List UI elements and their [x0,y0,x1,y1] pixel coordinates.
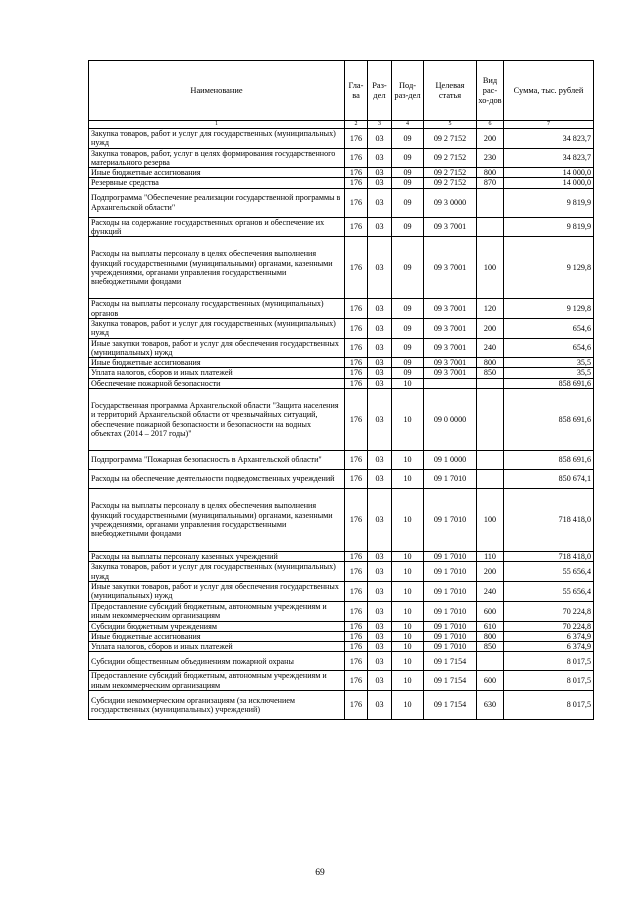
row-name: Закупка товаров, работ и услуг для государственных (муниципальных) нужд [89,318,345,338]
row-target: 09 1 7010 [424,489,477,552]
row-target: 09 1 7154 [424,691,477,720]
row-vid: 200 [477,562,504,582]
row-razdel: 03 [368,148,392,168]
row-glava: 176 [345,631,368,641]
row-razdel: 03 [368,621,392,631]
row-podrazdel: 09 [392,168,424,178]
row-sum: 9 819,9 [504,217,594,237]
column-number: 5 [424,121,477,129]
table-row [89,148,594,168]
row-razdel: 03 [368,168,392,178]
table-row [89,562,594,582]
row-sum: 14 000,0 [504,168,594,178]
row-vid: 800 [477,168,504,178]
table-row [89,318,594,338]
row-target: 09 3 7001 [424,217,477,237]
row-razdel: 03 [368,358,392,368]
row-vid [477,389,504,451]
row-sum: 858 691,6 [504,378,594,388]
row-podrazdel: 09 [392,148,424,168]
row-sum: 6 374,9 [504,631,594,641]
row-target: 09 3 7001 [424,368,477,378]
row-target: 09 1 7010 [424,470,477,489]
page-number: 69 [315,868,325,878]
row-sum: 14 000,0 [504,178,594,188]
table-row [89,470,594,489]
row-podrazdel: 10 [392,642,424,652]
row-sum: 35,5 [504,358,594,368]
row-razdel: 03 [368,237,392,299]
row-vid [477,470,504,489]
row-sum: 850 674,1 [504,470,594,489]
row-name: Иные закупки товаров, работ и услуг для обеспечения государственных (муниципальных) нужд [89,581,345,601]
row-podrazdel: 10 [392,562,424,582]
row-sum: 718 418,0 [504,552,594,562]
row-podrazdel: 10 [392,601,424,621]
row-sum: 35,5 [504,368,594,378]
row-glava: 176 [345,168,368,178]
row-name: Государственная программа Архангельской области "Защита населения и территорий Архангельской области от чрезвычайных ситуаций, обеспечение пожарной безопасности и безопасности на водных объектах (2014 – 2017 годы)" [89,389,345,451]
row-vid: 630 [477,691,504,720]
table-row [89,389,594,451]
row-vid: 230 [477,148,504,168]
row-target: 09 3 7001 [424,318,477,338]
row-glava: 176 [345,642,368,652]
row-vid: 600 [477,601,504,621]
table-row [89,299,594,319]
table-row [89,168,594,178]
row-sum: 9 819,9 [504,188,594,217]
row-name: Обеспечение пожарной безопасности [89,378,345,388]
row-razdel: 03 [368,581,392,601]
row-vid: 800 [477,631,504,641]
row-vid: 870 [477,178,504,188]
table-row [89,691,594,720]
row-podrazdel: 10 [392,470,424,489]
row-razdel: 03 [368,378,392,388]
row-name: Иные бюджетные ассигнования [89,358,345,368]
row-podrazdel: 10 [392,552,424,562]
row-razdel: 03 [368,338,392,358]
row-glava: 176 [345,148,368,168]
row-target [424,378,477,388]
table-row [89,217,594,237]
row-glava: 176 [345,451,368,470]
header-target: Целевая статья [424,61,477,121]
column-number: 1 [89,121,345,129]
row-razdel: 03 [368,552,392,562]
table-row [89,188,594,217]
table-row [89,601,594,621]
header-razdel: Раз-дел [368,61,392,121]
row-glava: 176 [345,129,368,149]
row-vid [477,652,504,671]
table-row [89,368,594,378]
row-name: Расходы на выплаты персоналу казенных учреждений [89,552,345,562]
row-name: Подпрограмма "Обеспечение реализации государственной программы в Архангельской области" [89,188,345,217]
row-glava: 176 [345,378,368,388]
row-vid: 600 [477,671,504,691]
table-row [89,489,594,552]
row-name: Иные бюджетные ассигнования [89,168,345,178]
row-name: Иные закупки товаров, работ и услуг для обеспечения государственных (муниципальных) нужд [89,338,345,358]
row-glava: 176 [345,178,368,188]
row-razdel: 03 [368,188,392,217]
column-number: 7 [504,121,594,129]
row-razdel: 03 [368,631,392,641]
row-razdel: 03 [368,562,392,582]
row-podrazdel: 10 [392,671,424,691]
row-razdel: 03 [368,470,392,489]
row-sum: 858 691,6 [504,451,594,470]
row-podrazdel: 10 [392,631,424,641]
row-target: 09 3 0000 [424,188,477,217]
row-name: Закупка товаров, работ и услуг для государственных (муниципальных) нужд [89,562,345,582]
table-body [89,129,594,720]
row-podrazdel: 09 [392,178,424,188]
header-glava: Гла-ва [345,61,368,121]
row-glava: 176 [345,552,368,562]
row-razdel: 03 [368,652,392,671]
row-sum: 55 656,4 [504,562,594,582]
row-glava: 176 [345,389,368,451]
row-podrazdel: 10 [392,652,424,671]
row-glava: 176 [345,237,368,299]
row-target: 09 1 7010 [424,601,477,621]
row-target: 09 3 7001 [424,237,477,299]
table-row [89,631,594,641]
row-target: 09 3 7001 [424,338,477,358]
row-target: 09 0 0000 [424,389,477,451]
row-podrazdel: 10 [392,691,424,720]
table-row [89,652,594,671]
row-target: 09 1 7010 [424,621,477,631]
row-sum: 9 129,8 [504,237,594,299]
row-name: Расходы на выплаты персоналу государственных (муниципальных) органов [89,299,345,319]
row-target: 09 1 7010 [424,552,477,562]
table-row [89,178,594,188]
row-sum: 55 656,4 [504,581,594,601]
row-name: Резервные средства [89,178,345,188]
row-podrazdel: 10 [392,389,424,451]
budget-table [88,60,594,720]
row-vid: 240 [477,338,504,358]
row-glava: 176 [345,691,368,720]
row-sum: 654,6 [504,318,594,338]
row-podrazdel: 09 [392,299,424,319]
row-target: 09 3 7001 [424,358,477,368]
row-target: 09 1 7010 [424,631,477,641]
row-name: Закупка товаров, работ, услуг в целях формирования государственного материального резерва [89,148,345,168]
header-name: Наименование [89,61,345,121]
row-vid: 100 [477,489,504,552]
row-glava: 176 [345,671,368,691]
row-podrazdel: 09 [392,338,424,358]
table-row [89,642,594,652]
row-sum: 6 374,9 [504,642,594,652]
column-number: 2 [345,121,368,129]
row-sum: 654,6 [504,338,594,358]
row-glava: 176 [345,299,368,319]
row-razdel: 03 [368,318,392,338]
row-podrazdel: 09 [392,358,424,368]
row-glava: 176 [345,368,368,378]
row-podrazdel: 09 [392,318,424,338]
row-razdel: 03 [368,389,392,451]
column-number: 6 [477,121,504,129]
row-glava: 176 [345,318,368,338]
row-target: 09 1 7010 [424,562,477,582]
row-podrazdel: 10 [392,581,424,601]
row-sum: 718 418,0 [504,489,594,552]
row-podrazdel: 10 [392,489,424,552]
row-glava: 176 [345,652,368,671]
row-name: Уплата налогов, сборов и иных платежей [89,642,345,652]
row-podrazdel: 09 [392,188,424,217]
row-podrazdel: 09 [392,368,424,378]
row-glava: 176 [345,338,368,358]
row-name: Субсидии общественным объединениям пожарной охраны [89,652,345,671]
row-name: Закупка товаров, работ и услуг для государственных (муниципальных) нужд [89,129,345,149]
row-vid: 200 [477,129,504,149]
row-target: 09 1 7154 [424,671,477,691]
table-row [89,581,594,601]
row-vid: 610 [477,621,504,631]
row-sum: 8 017,5 [504,652,594,671]
row-podrazdel: 09 [392,129,424,149]
row-razdel: 03 [368,129,392,149]
row-sum: 70 224,8 [504,601,594,621]
row-glava: 176 [345,562,368,582]
row-sum: 8 017,5 [504,671,594,691]
row-podrazdel: 10 [392,451,424,470]
row-target: 09 1 7010 [424,581,477,601]
row-name: Расходы на обеспечение деятельности подведомственных учреждений [89,470,345,489]
table-row [89,378,594,388]
row-sum: 70 224,8 [504,621,594,631]
column-number: 3 [368,121,392,129]
row-name: Иные бюджетные ассигнования [89,631,345,641]
table-row [89,552,594,562]
table-row [89,237,594,299]
row-glava: 176 [345,358,368,368]
row-razdel: 03 [368,368,392,378]
row-target: 09 3 7001 [424,299,477,319]
row-name: Расходы на выплаты персоналу в целях обеспечения выполнения функций государственными (муниципальными) органами, казенными учреждениями, органами управления государственными внебюджетными фондами [89,489,345,552]
row-razdel: 03 [368,601,392,621]
row-glava: 176 [345,188,368,217]
row-sum: 8 017,5 [504,691,594,720]
row-name: Расходы на содержание государственных органов и обеспечение их функций [89,217,345,237]
row-razdel: 03 [368,691,392,720]
row-target: 09 1 0000 [424,451,477,470]
column-number-row [89,121,594,129]
row-vid: 800 [477,358,504,368]
row-name: Субсидии бюджетным учреждениям [89,621,345,631]
table-row [89,451,594,470]
row-razdel: 03 [368,671,392,691]
row-glava: 176 [345,621,368,631]
row-vid [477,378,504,388]
row-vid: 100 [477,237,504,299]
table-header-row [89,61,594,121]
row-vid: 850 [477,368,504,378]
row-target: 09 2 7152 [424,168,477,178]
row-name: Расходы на выплаты персоналу в целях обеспечения выполнения функций государственными (муниципальными) органами, казенными учреждениями, органами управления государственными внебюджетными фондами [89,237,345,299]
header-vid: Вид рас-хо-дов [477,61,504,121]
row-podrazdel: 09 [392,237,424,299]
header-sum: Сумма, тыс. рублей [504,61,594,121]
row-razdel: 03 [368,451,392,470]
row-target: 09 2 7152 [424,178,477,188]
row-sum: 34 823,7 [504,148,594,168]
row-podrazdel: 10 [392,621,424,631]
row-name: Предоставление субсидий бюджетным, автономным учреждениям и иным некоммерческим организациям [89,601,345,621]
column-number: 4 [392,121,424,129]
table-row [89,338,594,358]
row-razdel: 03 [368,642,392,652]
row-target: 09 2 7152 [424,148,477,168]
row-sum: 858 691,6 [504,389,594,451]
row-podrazdel: 10 [392,378,424,388]
table-row [89,621,594,631]
row-name: Предоставление субсидий бюджетным, автономным учреждениям и иным некоммерческим организациям [89,671,345,691]
row-name: Уплата налогов, сборов и иных платежей [89,368,345,378]
row-glava: 176 [345,470,368,489]
row-target: 09 1 7154 [424,652,477,671]
table-row [89,671,594,691]
row-name: Субсидии некоммерческим организациям (за исключением государственных (муниципальных) учреждений) [89,691,345,720]
header-podrazdel: Под-раз-дел [392,61,424,121]
row-name: Подпрограмма "Пожарная безопасность в Архангельской области" [89,451,345,470]
table-row [89,358,594,368]
row-glava: 176 [345,581,368,601]
row-target: 09 2 7152 [424,129,477,149]
row-vid [477,217,504,237]
row-vid: 110 [477,552,504,562]
row-target: 09 1 7010 [424,642,477,652]
row-vid [477,451,504,470]
row-sum: 34 823,7 [504,129,594,149]
row-vid [477,188,504,217]
row-podrazdel: 09 [392,217,424,237]
table-row [89,129,594,149]
row-razdel: 03 [368,178,392,188]
row-razdel: 03 [368,299,392,319]
row-razdel: 03 [368,217,392,237]
row-razdel: 03 [368,489,392,552]
row-glava: 176 [345,489,368,552]
row-vid: 200 [477,318,504,338]
row-vid: 120 [477,299,504,319]
row-vid: 240 [477,581,504,601]
row-glava: 176 [345,601,368,621]
row-glava: 176 [345,217,368,237]
row-vid: 850 [477,642,504,652]
row-sum: 9 129,8 [504,299,594,319]
